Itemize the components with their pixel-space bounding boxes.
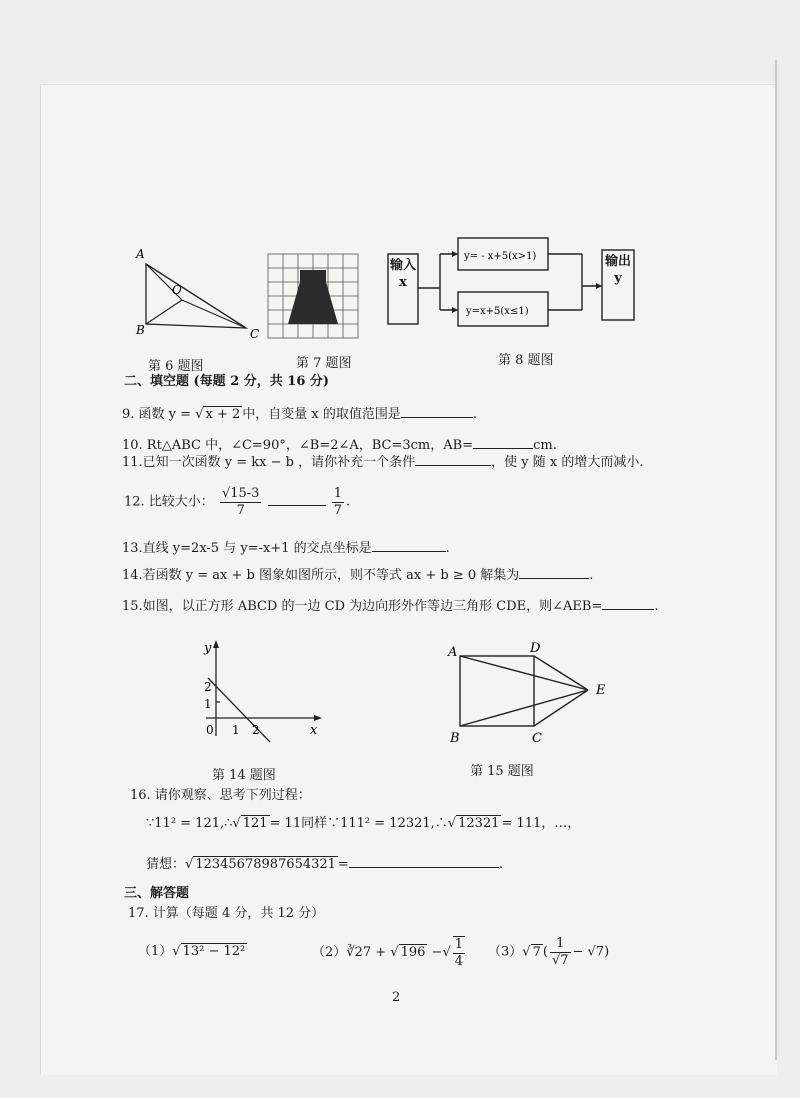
fig6-label-o: O [172, 283, 182, 297]
fig15-label-d: D [530, 641, 541, 656]
section-3-heading: 三、解答题 [124, 886, 190, 901]
page-number: 2 [392, 990, 401, 1005]
figure-7-grid [266, 252, 362, 342]
question-15: 15.如图，以正方形 ABCD 的一边 CD 为边向形外作等边三角形 CDE，则∠AEB= . [122, 599, 659, 614]
fig14-y-tick-1: 1 [204, 697, 212, 711]
fig15-caption: 第 15 题图 [470, 764, 534, 779]
fig14-caption: 第 14 题图 [212, 768, 276, 783]
question-13: 13.直线 y=2x-5 与 y=-x+1 的交点坐标是 . [122, 541, 450, 556]
fig8-caption: 第 8 题图 [498, 353, 554, 368]
fig8-input-box: 输入x [389, 258, 416, 290]
fig14-origin: 0 [206, 723, 214, 737]
fig14-y-tick-2: 2 [204, 680, 212, 694]
question-9: 9. 函数 y = √ x + 2 中，自变量 x 的取值范围是 . [122, 407, 477, 422]
fig6-caption: 第 6 题图 [148, 359, 204, 374]
fig7-caption: 第 7 题图 [296, 356, 352, 371]
section-2-heading: 二、填空题 (每题 2 分，共 16 分) [124, 374, 330, 389]
question-16-intro: 16. 请你观察、思考下列过程： [130, 788, 311, 803]
fraction-left: $\frac{√15-3}{7}$ [221, 486, 260, 518]
fig15-label-b: B [450, 731, 460, 746]
question-14: 14.若函数 y = ax + b 图象如图所示，则不等式 ax + b ≥ 0 解集为 . [122, 568, 594, 583]
question-17-part-2: （2）∛27 + √ 196 −√ $\frac{1}{4}$ [312, 937, 464, 969]
fig14-x-tick-2: 2 [252, 723, 260, 737]
question-17-part-3: （3）√ 7 ( $\frac{1}{√7}$ − √7) [488, 936, 610, 968]
fraction-right: $\frac{1}{7}$ [333, 486, 343, 518]
fig14-y-label: y [204, 641, 212, 656]
fig6-label-c: C [250, 327, 260, 341]
question-16-process: ∵11² = 121,∴√ 121 = 11同样∵111² = 12321,∴√ 12321 = 111，…， [146, 816, 581, 831]
figure-14-graph [196, 636, 326, 746]
fig14-x-label: x [310, 723, 318, 738]
question-17-intro: 17. 计算（每题 4 分，共 12 分） [128, 906, 325, 921]
question-10: 10. Rt△ABC 中，∠C=90°，∠B=2∠A，BC=3cm，AB= cm. [122, 438, 557, 453]
figure-15-square-triangle [444, 640, 624, 750]
fig8-top-formula: y= - x+5(x>1) [464, 251, 537, 262]
figure-8-flowchart [382, 232, 648, 332]
question-17-part-1: （1）√ 13² − 12² [138, 944, 246, 959]
fig15-label-a: A [448, 645, 458, 660]
figure-6-triangle [130, 242, 270, 342]
question-11: 11.已知一次函数 y = kx − b ，请你补充一个条件 ，使 y 随 x 的增大而减小. [122, 455, 644, 470]
fig15-label-c: C [532, 731, 542, 746]
fig14-x-tick-1: 1 [232, 723, 240, 737]
fig6-label-b: B [136, 323, 145, 337]
fig8-bottom-formula: y=x+5(x≤1) [466, 306, 529, 317]
question-16-guess: 猜想：√ 12345678987654321 = . [146, 857, 503, 872]
fig15-label-e: E [596, 683, 606, 698]
page-edge [775, 60, 777, 1060]
question-12: 12. 比较大小： $\frac{√15-3}{7}$ $\frac{1}{7}$ . [124, 486, 351, 518]
fig8-output-box: 输出y [604, 254, 631, 286]
fig6-label-a: A [136, 247, 145, 261]
